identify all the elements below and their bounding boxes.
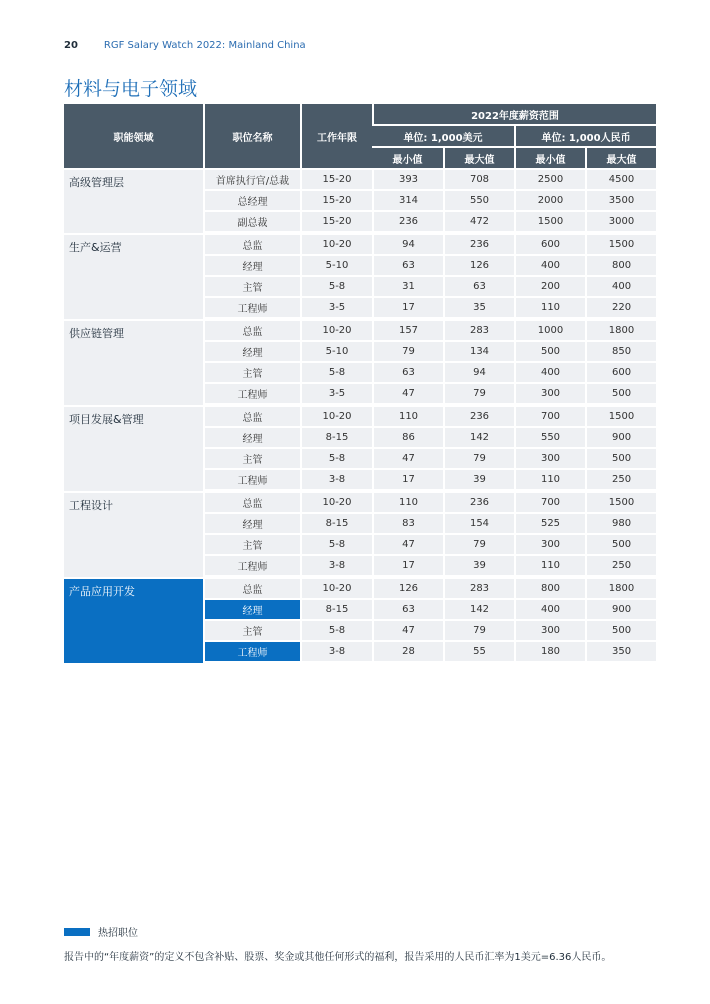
usd-min-cell: 79 [372, 342, 443, 363]
footnote: 报告中的“年度薪资”的定义不包含补贴、股票、奖金或其他任何形式的福利，报告采用的人民币汇率为1美元=6.36人民币。 [64, 952, 612, 963]
years-cell: 10-20 [300, 579, 372, 600]
rmb-max-cell: 3500 [585, 191, 656, 212]
header-function: 职能领域 [64, 104, 203, 170]
rmb-min-cell: 400 [514, 600, 585, 621]
position-title-cell: 主管 [203, 535, 300, 556]
rmb-max-cell: 1800 [585, 579, 656, 600]
header-position: 职位名称 [203, 104, 300, 170]
position-title-cell: 副总裁 [203, 212, 300, 235]
rmb-max-cell: 980 [585, 514, 656, 535]
usd-min-cell: 157 [372, 321, 443, 342]
years-cell: 3-5 [300, 298, 372, 321]
years-cell: 15-20 [300, 191, 372, 212]
salary-table [64, 104, 656, 665]
rmb-max-cell: 600 [585, 363, 656, 384]
years-cell: 10-20 [300, 235, 372, 256]
header-rmb-max: 最大值 [585, 148, 656, 170]
usd-max-cell: 39 [443, 470, 514, 493]
rmb-max-cell: 900 [585, 428, 656, 449]
rmb-min-cell: 110 [514, 470, 585, 493]
usd-max-cell: 283 [443, 579, 514, 600]
rmb-max-cell: 220 [585, 298, 656, 321]
usd-max-cell: 472 [443, 212, 514, 235]
usd-max-cell: 126 [443, 256, 514, 277]
years-cell: 8-15 [300, 428, 372, 449]
position-title-cell: 经理 [203, 600, 300, 621]
rmb-min-cell: 300 [514, 535, 585, 556]
years-cell: 3-5 [300, 384, 372, 407]
position-title-cell: 主管 [203, 277, 300, 298]
rmb-min-cell: 800 [514, 579, 585, 600]
years-cell: 3-8 [300, 556, 372, 579]
rmb-min-cell: 700 [514, 407, 585, 428]
rmb-min-cell: 180 [514, 642, 585, 665]
section-title: 材料与电子领域 [64, 78, 198, 100]
position-title-cell: 首席执行官/总裁 [203, 170, 300, 191]
position-title-cell: 总监 [203, 235, 300, 256]
usd-max-cell: 154 [443, 514, 514, 535]
usd-max-cell: 236 [443, 493, 514, 514]
rmb-max-cell: 400 [585, 277, 656, 298]
rmb-min-cell: 2500 [514, 170, 585, 191]
rmb-max-cell: 500 [585, 621, 656, 642]
header-rmb-min: 最小值 [514, 148, 585, 170]
position-title-cell: 经理 [203, 514, 300, 535]
table-row [64, 235, 656, 256]
years-cell: 5-8 [300, 449, 372, 470]
usd-max-cell: 142 [443, 428, 514, 449]
years-cell: 3-8 [300, 642, 372, 665]
rmb-min-cell: 300 [514, 449, 585, 470]
usd-max-cell: 39 [443, 556, 514, 579]
position-title-cell: 总监 [203, 493, 300, 514]
header-unit-rmb: 单位: 1,000人民币 [514, 126, 656, 148]
usd-min-cell: 110 [372, 493, 443, 514]
rmb-max-cell: 1500 [585, 493, 656, 514]
years-cell: 8-15 [300, 514, 372, 535]
usd-min-cell: 236 [372, 212, 443, 235]
position-title-cell: 主管 [203, 363, 300, 384]
usd-min-cell: 83 [372, 514, 443, 535]
rmb-max-cell: 350 [585, 642, 656, 665]
years-cell: 5-10 [300, 342, 372, 363]
function-area-cell: 供应链管理 [64, 321, 203, 407]
table-row [64, 407, 656, 428]
position-title-cell: 经理 [203, 256, 300, 277]
function-area-cell: 高级管理层 [64, 170, 203, 235]
table-row [64, 321, 656, 342]
usd-min-cell: 314 [372, 191, 443, 212]
position-title-cell: 主管 [203, 621, 300, 642]
rmb-min-cell: 525 [514, 514, 585, 535]
page-header [64, 40, 306, 51]
function-area-cell: 产品应用开发 [64, 579, 203, 665]
usd-min-cell: 86 [372, 428, 443, 449]
usd-min-cell: 17 [372, 556, 443, 579]
legend-label: 热招职位 [98, 928, 138, 939]
usd-min-cell: 47 [372, 535, 443, 556]
usd-max-cell: 142 [443, 600, 514, 621]
rmb-min-cell: 600 [514, 235, 585, 256]
usd-max-cell: 236 [443, 407, 514, 428]
position-title-cell: 总经理 [203, 191, 300, 212]
rmb-min-cell: 1500 [514, 212, 585, 235]
position-title-cell: 工程师 [203, 642, 300, 665]
rmb-min-cell: 300 [514, 384, 585, 407]
usd-min-cell: 47 [372, 384, 443, 407]
usd-max-cell: 79 [443, 449, 514, 470]
usd-min-cell: 63 [372, 363, 443, 384]
position-title-cell: 总监 [203, 579, 300, 600]
rmb-min-cell: 2000 [514, 191, 585, 212]
function-area-cell: 项目发展&管理 [64, 407, 203, 493]
rmb-min-cell: 110 [514, 556, 585, 579]
usd-max-cell: 79 [443, 384, 514, 407]
rmb-max-cell: 1800 [585, 321, 656, 342]
usd-min-cell: 31 [372, 277, 443, 298]
rmb-max-cell: 500 [585, 449, 656, 470]
usd-min-cell: 126 [372, 579, 443, 600]
usd-min-cell: 47 [372, 621, 443, 642]
position-title-cell: 工程师 [203, 298, 300, 321]
usd-max-cell: 236 [443, 235, 514, 256]
usd-max-cell: 79 [443, 535, 514, 556]
usd-max-cell: 550 [443, 191, 514, 212]
rmb-max-cell: 250 [585, 470, 656, 493]
header-usd-max: 最大值 [443, 148, 514, 170]
years-cell: 10-20 [300, 493, 372, 514]
years-cell: 5-8 [300, 621, 372, 642]
usd-max-cell: 35 [443, 298, 514, 321]
usd-max-cell: 134 [443, 342, 514, 363]
position-title-cell: 经理 [203, 428, 300, 449]
table-body [64, 170, 656, 665]
rmb-min-cell: 700 [514, 493, 585, 514]
header-salary-range: 2022年度薪资范围 [372, 104, 656, 126]
report-title: RGF Salary Watch 2022: Mainland China [103, 40, 306, 51]
rmb-min-cell: 550 [514, 428, 585, 449]
table-row [64, 170, 656, 191]
years-cell: 15-20 [300, 170, 372, 191]
rmb-min-cell: 400 [514, 256, 585, 277]
header-years: 工作年限 [300, 104, 372, 170]
usd-min-cell: 94 [372, 235, 443, 256]
years-cell: 10-20 [300, 321, 372, 342]
rmb-max-cell: 500 [585, 535, 656, 556]
position-title-cell: 总监 [203, 407, 300, 428]
rmb-min-cell: 200 [514, 277, 585, 298]
rmb-max-cell: 1500 [585, 235, 656, 256]
rmb-min-cell: 1000 [514, 321, 585, 342]
position-title-cell: 总监 [203, 321, 300, 342]
usd-min-cell: 63 [372, 600, 443, 621]
position-title-cell: 工程师 [203, 384, 300, 407]
position-title-cell: 工程师 [203, 556, 300, 579]
usd-min-cell: 63 [372, 256, 443, 277]
legend-swatch [64, 928, 90, 936]
rmb-max-cell: 3000 [585, 212, 656, 235]
rmb-min-cell: 400 [514, 363, 585, 384]
function-area-cell: 工程设计 [64, 493, 203, 579]
years-cell: 3-8 [300, 470, 372, 493]
position-title-cell: 经理 [203, 342, 300, 363]
rmb-max-cell: 800 [585, 256, 656, 277]
rmb-max-cell: 4500 [585, 170, 656, 191]
years-cell: 15-20 [300, 212, 372, 235]
rmb-min-cell: 300 [514, 621, 585, 642]
usd-max-cell: 79 [443, 621, 514, 642]
legend [64, 924, 138, 939]
usd-min-cell: 17 [372, 298, 443, 321]
usd-max-cell: 283 [443, 321, 514, 342]
rmb-min-cell: 500 [514, 342, 585, 363]
rmb-max-cell: 250 [585, 556, 656, 579]
usd-max-cell: 55 [443, 642, 514, 665]
years-cell: 5-8 [300, 535, 372, 556]
usd-min-cell: 28 [372, 642, 443, 665]
years-cell: 5-10 [300, 256, 372, 277]
usd-min-cell: 17 [372, 470, 443, 493]
rmb-max-cell: 850 [585, 342, 656, 363]
usd-min-cell: 110 [372, 407, 443, 428]
years-cell: 10-20 [300, 407, 372, 428]
table-row [64, 493, 656, 514]
position-title-cell: 工程师 [203, 470, 300, 493]
header-usd-min: 最小值 [372, 148, 443, 170]
usd-max-cell: 708 [443, 170, 514, 191]
years-cell: 5-8 [300, 363, 372, 384]
page-number: 20 [64, 40, 78, 51]
usd-min-cell: 47 [372, 449, 443, 470]
rmb-max-cell: 900 [585, 600, 656, 621]
years-cell: 8-15 [300, 600, 372, 621]
table-row [64, 579, 656, 600]
rmb-max-cell: 500 [585, 384, 656, 407]
usd-min-cell: 393 [372, 170, 443, 191]
header-unit-usd: 单位: 1,000美元 [372, 126, 514, 148]
usd-max-cell: 63 [443, 277, 514, 298]
position-title-cell: 主管 [203, 449, 300, 470]
rmb-max-cell: 1500 [585, 407, 656, 428]
rmb-min-cell: 110 [514, 298, 585, 321]
usd-max-cell: 94 [443, 363, 514, 384]
years-cell: 5-8 [300, 277, 372, 298]
function-area-cell: 生产&运营 [64, 235, 203, 321]
